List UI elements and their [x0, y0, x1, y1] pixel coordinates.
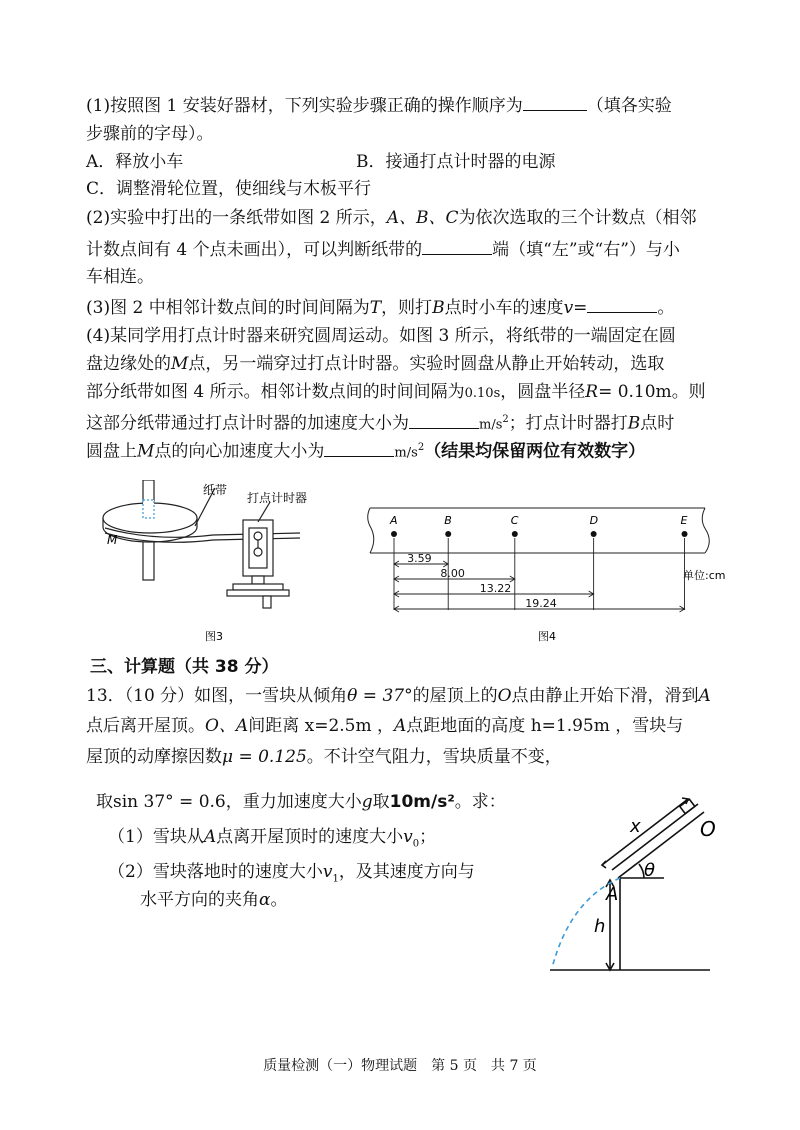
- distance-label-2: 8.00: [440, 567, 465, 580]
- q12-part1-line1: (1)按照图 1 安装好器材，下列实验步骤正确的操作顺序为 （填各实验: [86, 92, 672, 118]
- tape-point-e: [682, 531, 688, 537]
- label-timer: 打点计时器: [247, 491, 308, 505]
- distance-label-4: 19.24: [525, 597, 557, 610]
- label-tape: 纸带: [203, 483, 228, 497]
- q12-part1-line2: 步骤前的字母）。: [86, 124, 214, 144]
- q13-line3: 屋顶的动摩擦因数μ = 0.125。不计空气阻力，雪块质量不变，: [86, 747, 562, 767]
- label-theta: θ: [644, 860, 656, 881]
- tape-point-d: [591, 531, 597, 537]
- label-a: A: [606, 884, 619, 905]
- tape-point-label-a: A: [390, 514, 398, 527]
- figure-4: [365, 498, 755, 648]
- answer-blank-3[interactable]: [587, 294, 657, 313]
- q13-sub1: （1）雪块从A点离开屋顶时的速度大小$v_0$；: [108, 827, 437, 850]
- x-dimension: [602, 799, 688, 865]
- distance-label-3: 13.22: [479, 582, 512, 595]
- tape-point-label-b: B: [444, 514, 452, 527]
- option-a: A．释放小车: [86, 152, 184, 172]
- q13-line2: 点后离开屋顶。O、A间距离 x=2.5m ，A点距地面的高度 h=1.95m ，雪块与: [86, 716, 684, 736]
- tape-point-label-e: E: [680, 514, 688, 527]
- figure-3-caption: 图3: [205, 630, 223, 643]
- q13-sub2-line1: （2）雪块落地时的速度大小$v_1$，及其速度方向与: [108, 862, 475, 885]
- tape-point-a: [391, 531, 397, 537]
- answer-blank-4[interactable]: [409, 410, 479, 429]
- figure-3: [95, 480, 355, 650]
- figure-13: [540, 790, 730, 980]
- q12-part2-line3: 车相连。: [86, 267, 154, 287]
- q12-part2-line1: (2)实验中打出的一条纸带如图 2 所示，A、B、C为依次选取的三个计数点（相邻: [86, 208, 697, 228]
- q12-part4-line2: 盘边缘处的M点，另一端穿过打点计时器。实验时圆盘从静止开始转动，选取: [86, 354, 665, 374]
- figure-4-caption: 图4: [538, 630, 556, 643]
- answer-blank-5[interactable]: [324, 438, 394, 457]
- tape-point-label-d: D: [589, 514, 599, 527]
- label-x: x: [630, 816, 641, 837]
- tape-point-b: [445, 531, 451, 537]
- unit-label: 单位:cm: [683, 569, 726, 582]
- q12-part2-line2: 计数点间有 4 个点未画出），可以判断纸带的 端（填“左”或“右”）与小: [86, 236, 680, 262]
- option-b: B．接通打点计时器的电源: [356, 152, 556, 172]
- q12-part4-line1: (4)某同学用打点计时器来研究圆周运动。如图 3 所示，将纸带的一端固定在圆: [86, 326, 676, 346]
- answer-blank-2[interactable]: [422, 236, 492, 255]
- q13-line1: 13．（10 分）如图，一雪块从倾角θ = 37°的屋顶上的O点由静止开始下滑，滑到A: [86, 686, 711, 706]
- page-footer: 质量检测（一）物理试题 第 5 页 共 7 页: [263, 1058, 537, 1074]
- q12-part4-line3: 部分纸带如图 4 所示。相邻计数点间的时间间隔为0.10s，圆盘半径R= 0.10m。则: [86, 382, 706, 402]
- q12-part4-line5: 圆盘上M点的向心加速度大小为 $m/s^2$（结果均保留两位有效数字）: [86, 436, 645, 466]
- label-h: h: [594, 916, 606, 937]
- label-m: M: [107, 533, 118, 547]
- distance-label-1: 3.59: [407, 552, 432, 565]
- section-title: 三、计算题（共 38 分）: [90, 657, 279, 677]
- answer-blank-1[interactable]: [523, 92, 587, 111]
- label-o: O: [700, 817, 716, 841]
- tape-point-c: [512, 531, 518, 537]
- q13-sub2-line2: 水平方向的夹角α。: [140, 890, 288, 910]
- q12-part3: (3)图 2 中相邻计数点间的时间间隔为T，则打B点时小车的速度v= 。: [86, 294, 674, 320]
- q13-line4: 取sin 37° = 0.6，重力加速度大小g取10m/s²。求：: [96, 792, 506, 812]
- q12-part4-line4: 这部分纸带通过打点计时器的加速度大小为 $m/s^2$；打点计时器打B点时: [86, 408, 674, 438]
- tape-point-label-c: C: [510, 514, 519, 527]
- option-c: C．调整滑轮位置，使细线与木板平行: [86, 179, 372, 199]
